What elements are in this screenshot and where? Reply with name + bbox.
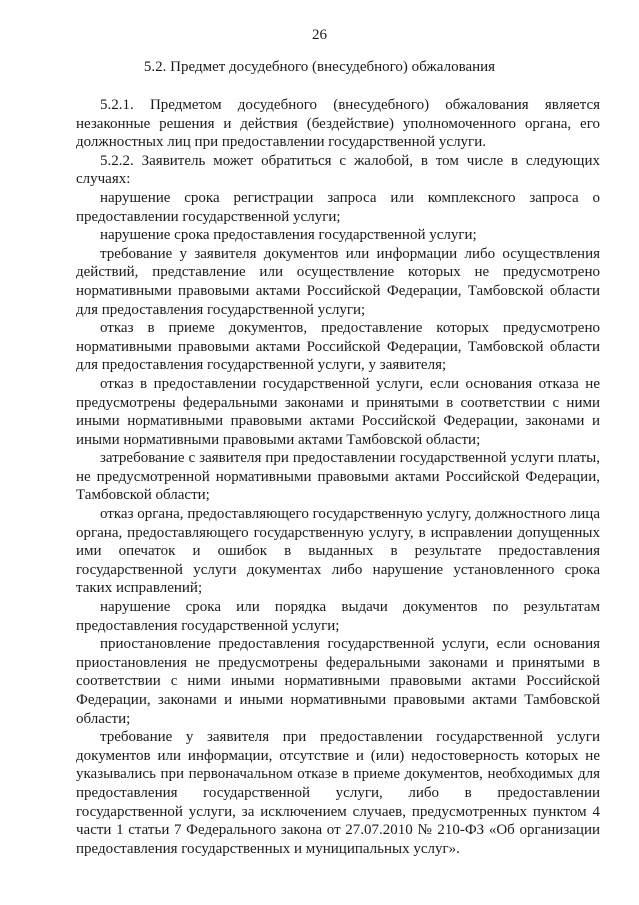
document-body [76,96,600,858]
section-title: 5.2. Предмет досудебного (внесудебного) обжалования [143,59,496,75]
list-item: нарушение срока регистрации запроса или комплексного запроса о предоставлении государственной услуги; [76,189,600,225]
list-item: отказ органа, предоставляющего государственную услугу, должностного лица органа, предоставляющего государственную услугу, в исправлении допущенных ими опечаток и ошибок в выданных в результате предоставления государственной услуги документах либо нарушение установленного срока таких исправлений; [76,506,600,597]
list-item: нарушение срока или порядка выдачи документов по результатам предоставления государственной услуги; [76,599,600,634]
list-item: отказ в приеме документов, предоставление которых предусмотрено нормативными правовыми актами Российской Федерации, Тамбовской области для предоставления государственной услуги, у заявителя; [76,320,600,374]
list-item: приостановление предоставления государственной услуги, если основания приостановления не предусмотрены федеральными законами и принятыми в соответствии с ними иными нормативными правовыми актами Российской Федерации, законами и иными нормативными правовыми актами Тамбовской области; [76,636,600,727]
list-item: затребование с заявителя при предоставлении государственной услуги платы, не предусмотренной нормативными правовыми актами Российской Федерации, Тамбовской области; [76,450,600,504]
paragraph-5-2-1: 5.2.1. Предметом досудебного (внесудебного) обжалования является незаконные решения и действия (бездействие) уполномоченного органа, его должностных лиц при предоставлении государственной услуги. [76,97,600,151]
list-item: нарушение срока предоставления государственной услуги; [100,227,477,244]
paragraph-5-2-2: 5.2.2. Заявитель может обратиться с жалобой, в том числе в следующих случаях: [76,152,600,188]
list-item: требование у заявителя при предоставлении государственной услуги документов или информации, отсутствие и (или) недостоверность которых не указывались при первоначальном отказе в приеме документов, необходимых для предоставления государственной услуги, либо в предоставлении государственной услуги, за исключением случаев, предусмотренных пунктом 4 части 1 статьи 7 Федерального закона от 27.07.2010 № 210-ФЗ «Об организации предоставления государственных и муниципальных услуг». [76,729,600,857]
page-number: 26 [312,27,327,43]
list-item: требование у заявителя документов или информации либо осуществления действий, представление или осуществление которых не предусмотрено нормативными правовыми актами Российской Федерации, Тамбовской области для предоставления государственной услуги; [76,245,600,318]
list-item: отказ в предоставлении государственной услуги, если основания отказа не предусмотрены федеральными законами и принятыми в соответствии с ними иными нормативными правовыми актами Российской Федерации, законами и иными нормативными правовыми актами Тамбовской области; [76,375,600,448]
